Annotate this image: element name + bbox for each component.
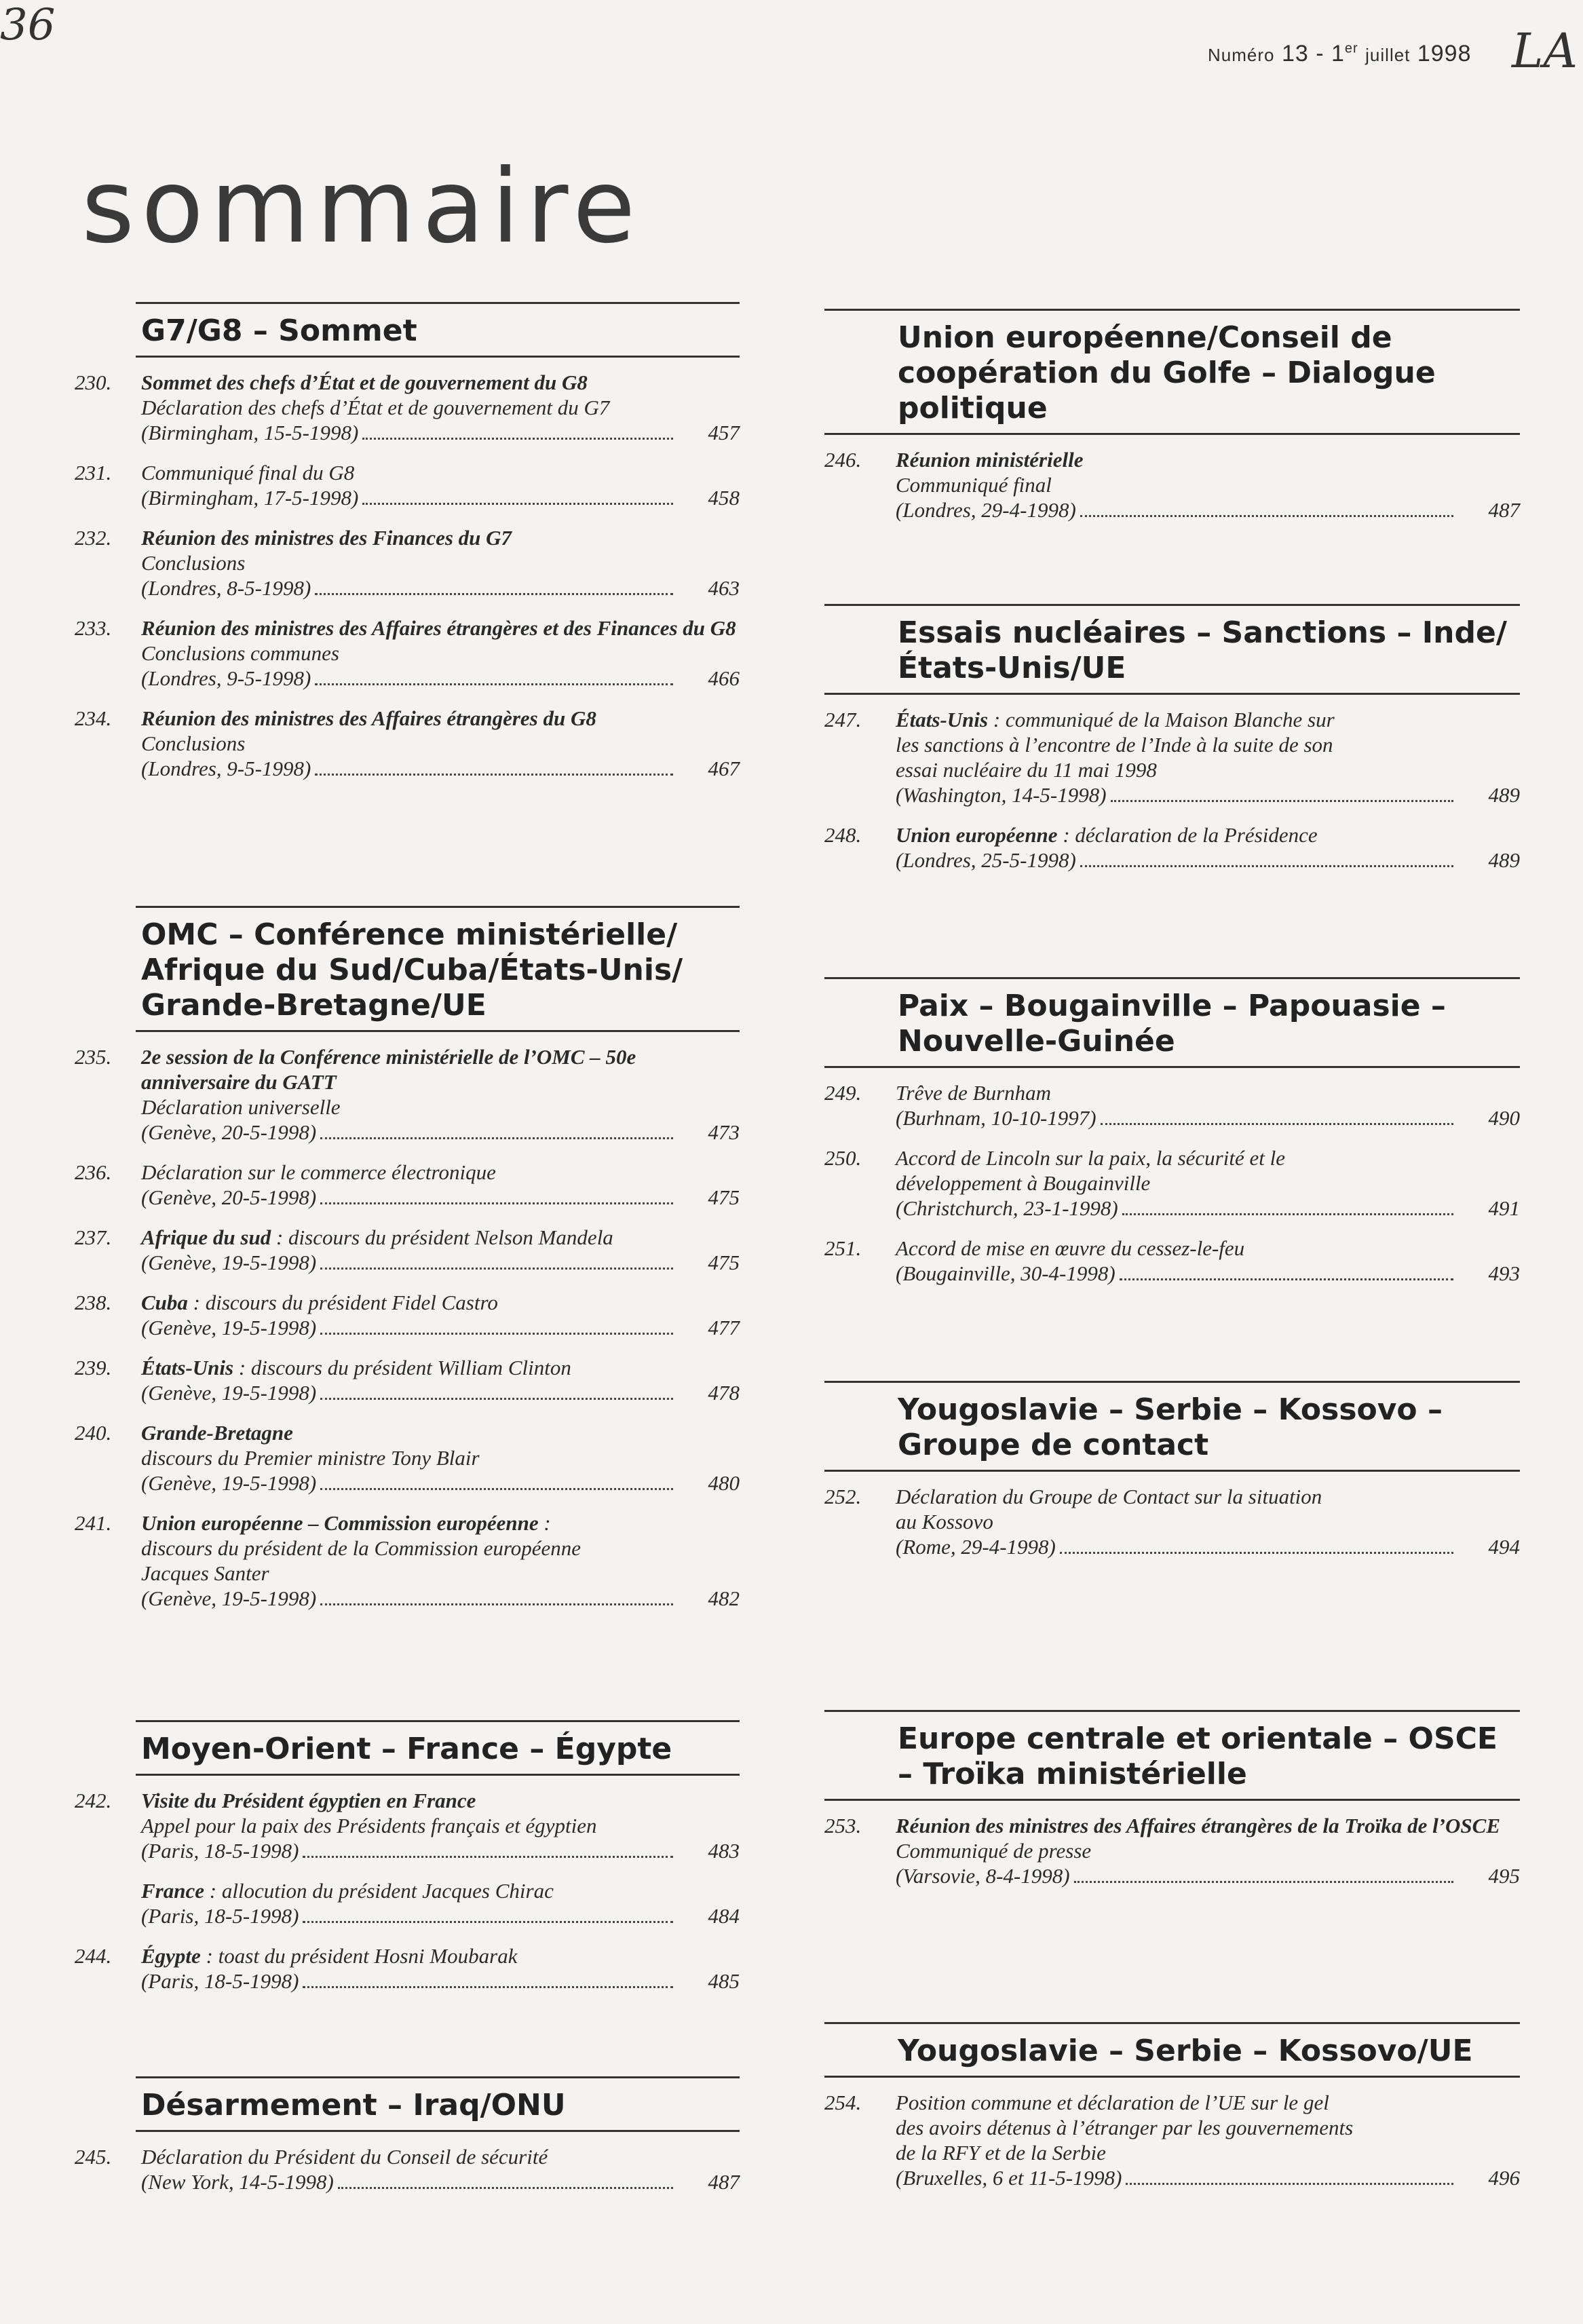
- entry-line: [896, 1509, 1520, 1534]
- entry-reference-line: [141, 1586, 740, 1611]
- dot-leader: [315, 774, 673, 776]
- entry-text: les sanctions à l’encontre de l’Inde à la suite de son: [896, 733, 1333, 757]
- entry-text: Déclaration universelle: [141, 1095, 341, 1119]
- entry-reference-line: [896, 1196, 1520, 1221]
- entry-body: [896, 2090, 1520, 2190]
- entry-body: [141, 1290, 740, 1340]
- entry-body: [896, 1813, 1520, 1888]
- entry-body: [141, 1355, 740, 1405]
- entry-reference: (Genève, 19-5-1998): [141, 1471, 317, 1495]
- entry-reference: (Londres, 9-5-1998): [141, 666, 311, 690]
- entry-number: 240.: [75, 1421, 112, 1445]
- entry-list: [824, 1484, 1520, 1559]
- entry-text: Conclusions: [141, 731, 246, 755]
- entry-text: essai nucléaire du 11 mai 1998: [896, 758, 1157, 782]
- dot-leader: [1126, 2183, 1453, 2185]
- dot-leader: [303, 1921, 673, 1923]
- entry-reference-line: [141, 756, 740, 781]
- entry-number: 248.: [824, 823, 862, 847]
- entry-text: : discours du président Nelson Mandela: [271, 1225, 613, 1249]
- entry-body: [141, 2144, 740, 2194]
- entry-line: [141, 1536, 740, 1561]
- entry-subheading: Réunion des ministres des Affaires étrangères du G8: [141, 706, 596, 730]
- entry-reference: (Londres, 9-5-1998): [141, 757, 311, 780]
- entry-line: [141, 1943, 740, 1968]
- toc-entry[interactable]: [27, 370, 740, 445]
- entry-text: Déclaration des chefs d’État et de gouvernement du G7: [141, 396, 610, 419]
- entry-page: 489: [1488, 848, 1520, 872]
- entry-reference: (Bougainville, 30-4-1998): [896, 1261, 1115, 1285]
- entry-line: [141, 1225, 740, 1250]
- entry-line: [896, 2090, 1520, 2115]
- page-title: sommaire: [81, 148, 643, 266]
- toc-section: [824, 1381, 1520, 1574]
- entry-reference: (Washington, 14-5-1998): [896, 783, 1107, 807]
- entry-number: 245.: [75, 2145, 112, 2169]
- entry-text: Déclaration du Président du Conseil de sécurité: [141, 2145, 548, 2169]
- entry-page: 458: [708, 486, 740, 510]
- entry-reference: (Genève, 20-5-1998): [141, 1120, 317, 1144]
- entry-reference: (Birmingham, 17-5-1998): [141, 486, 359, 510]
- entry-reference-line: [141, 2169, 740, 2194]
- entry-text: Conclusions communes: [141, 641, 339, 665]
- toc-entry[interactable]: [824, 822, 1520, 873]
- entry-number: 252.: [824, 1485, 862, 1508]
- entry-keyword: États-Unis: [141, 1356, 234, 1379]
- entry-page: 477: [708, 1316, 740, 1339]
- entry-number: 249.: [824, 1081, 862, 1105]
- entry-number: 231.: [75, 461, 112, 484]
- section-heading: Désarmement – Iraq/ONU: [136, 2076, 740, 2132]
- numero-label: Numéro: [1208, 45, 1275, 65]
- toc-entry[interactable]: [27, 1225, 740, 1275]
- entry-body: [141, 1044, 740, 1145]
- entry-reference-line: [896, 782, 1520, 807]
- entry-line: [141, 1355, 740, 1380]
- entry-body: [896, 707, 1520, 807]
- entry-page: 473: [708, 1120, 740, 1144]
- entry-reference: (Genève, 19-5-1998): [141, 1586, 317, 1610]
- entry-list: [27, 1788, 740, 1994]
- entry-subheading: Sommet des chefs d’État et de gouvernement du G8: [141, 370, 588, 394]
- entry-reference-line: [141, 1250, 740, 1275]
- entry-keyword: France: [141, 1879, 204, 1903]
- entry-line: [896, 707, 1520, 732]
- entry-body: [141, 1788, 740, 1863]
- entry-list: [824, 707, 1520, 873]
- toc-entry[interactable]: [824, 707, 1520, 807]
- entry-body: [141, 1510, 740, 1611]
- toc-entry[interactable]: [824, 447, 1520, 522]
- entry-line: [141, 2144, 740, 2169]
- entry-subheading: Réunion des ministres des Affaires étrangères et des Finances du G8: [141, 616, 736, 640]
- section-heading: Union européenne/Conseil de coopération du Golfe – Dialogue politique: [824, 309, 1520, 435]
- entry-keyword: Grande-Bretagne: [141, 1421, 293, 1445]
- entry-line: [896, 822, 1520, 847]
- entry-number: 241.: [75, 1511, 112, 1535]
- entry-line: [896, 447, 1520, 472]
- entry-reference-line: [141, 1120, 740, 1145]
- toc-entry[interactable]: [824, 1145, 1520, 1221]
- dot-leader: [320, 1268, 673, 1270]
- section-heading: OMC – Conférence ministérielle/ Afrique du Sud/Cuba/États-Unis/ Grande-Bretagne/UE: [136, 906, 740, 1032]
- entry-number: 230.: [75, 370, 112, 394]
- entry-page: 490: [1488, 1106, 1520, 1130]
- entry-line: [896, 1145, 1520, 1170]
- entry-line: [141, 395, 740, 420]
- entry-body: [896, 1484, 1520, 1559]
- dot-leader: [315, 683, 673, 685]
- entry-reference-line: [141, 1185, 740, 1210]
- dot-leader: [1120, 1278, 1453, 1280]
- section-heading: Europe centrale et orientale – OSCE – Troïka ministérielle: [824, 1710, 1520, 1801]
- toc-entry[interactable]: [27, 1290, 740, 1340]
- entry-page: 483: [708, 1839, 740, 1863]
- entry-body: [896, 1145, 1520, 1221]
- toc-entry[interactable]: [27, 525, 740, 601]
- entry-body: [141, 706, 740, 781]
- entry-page: 493: [1488, 1261, 1520, 1285]
- entry-reference: (Paris, 18-5-1998): [141, 1969, 299, 1993]
- entry-reference: (Genève, 19-5-1998): [141, 1381, 317, 1405]
- entry-text: Communiqué final: [896, 473, 1052, 497]
- entry-line: [141, 1510, 740, 1536]
- entry-line: [141, 1094, 740, 1120]
- toc-entry[interactable]: [27, 615, 740, 691]
- entry-text: : discours du président Fidel Castro: [187, 1291, 498, 1314]
- entry-number: 244.: [75, 1944, 112, 1968]
- entry-line: [141, 731, 740, 756]
- entry-page: 495: [1488, 1864, 1520, 1888]
- toc-entry[interactable]: [27, 1160, 740, 1210]
- dot-leader: [1122, 1213, 1453, 1215]
- entry-text: : toast du président Hosni Moubarak: [200, 1944, 518, 1968]
- entry-reference-line: [141, 485, 740, 510]
- entry-text: Déclaration sur le commerce électronique: [141, 1160, 496, 1184]
- dot-leader: [362, 503, 673, 505]
- entry-reference-line: [141, 1470, 740, 1496]
- entry-reference: (Bruxelles, 6 et 11-5-1998): [896, 2166, 1122, 2190]
- entry-number: 233.: [75, 616, 112, 640]
- dot-leader: [320, 1333, 673, 1335]
- issue-header: Numéro 13 - 1er juillet 1998: [1208, 41, 1472, 66]
- toc-entry[interactable]: [824, 1080, 1520, 1130]
- entry-keyword: États-Unis: [896, 708, 989, 731]
- entry-line: [141, 1813, 740, 1838]
- year: 1998: [1417, 41, 1472, 66]
- entry-body: [141, 460, 740, 510]
- entry-line: [141, 641, 740, 666]
- entry-subheading: Réunion des ministres des Finances du G7: [141, 526, 512, 550]
- toc-entry[interactable]: [27, 1878, 740, 1928]
- toc-section: [824, 309, 1520, 537]
- entry-body: [141, 1878, 740, 1928]
- entry-number: 253.: [824, 1814, 862, 1837]
- entry-keyword: Réunion ministérielle: [896, 448, 1084, 472]
- entry-reference-line: [896, 1105, 1520, 1130]
- entry-number: 251.: [824, 1236, 862, 1260]
- toc-entry[interactable]: [27, 1788, 740, 1863]
- entry-line: [896, 472, 1520, 497]
- entry-body: [896, 447, 1520, 522]
- entry-reference-line: [896, 2165, 1520, 2190]
- entry-number: 242.: [75, 1789, 112, 1812]
- entry-list: [824, 1080, 1520, 1286]
- entry-reference-line: [141, 1903, 740, 1928]
- entry-body: [141, 615, 740, 691]
- dot-leader: [1080, 515, 1453, 517]
- entry-page: 484: [708, 1904, 740, 1928]
- handwritten-mark: LA: [1512, 23, 1578, 79]
- entry-text: Accord de Lincoln sur la paix, la sécurité et le: [896, 1146, 1285, 1170]
- entry-body: [141, 1160, 740, 1210]
- entry-number: 237.: [75, 1225, 112, 1249]
- entry-page: 478: [708, 1381, 740, 1405]
- dot-leader: [320, 1488, 673, 1490]
- entry-page: 489: [1488, 783, 1520, 807]
- entry-text: : allocution du président Jacques Chirac: [204, 1879, 554, 1903]
- toc-section: [824, 1710, 1520, 1903]
- entry-reference: (Paris, 18-5-1998): [141, 1904, 299, 1928]
- toc-section: [824, 604, 1520, 888]
- dot-leader: [320, 1603, 673, 1605]
- entry-reference: (Birmingham, 15-5-1998): [141, 421, 359, 444]
- entry-reference: (Londres, 8-5-1998): [141, 576, 311, 600]
- entry-page: 487: [708, 2170, 740, 2194]
- toc-entry[interactable]: [824, 1236, 1520, 1286]
- toc-section: [27, 1720, 740, 2008]
- entry-body: [141, 525, 740, 601]
- entry-number: 234.: [75, 706, 112, 730]
- entry-reference: (Londres, 29-4-1998): [896, 498, 1076, 522]
- entry-line: [896, 1484, 1520, 1509]
- entry-page: 482: [708, 1586, 740, 1610]
- entry-line: [141, 1290, 740, 1315]
- entry-reference-line: [896, 497, 1520, 522]
- entry-line: [141, 1561, 740, 1586]
- date-day: 1: [1331, 41, 1345, 66]
- entry-body: [896, 1236, 1520, 1286]
- entry-reference-line: [141, 1315, 740, 1340]
- entry-reference: (New York, 14-5-1998): [141, 2170, 334, 2194]
- entry-reference-line: [896, 847, 1520, 873]
- toc-entry[interactable]: [27, 1510, 740, 1611]
- entry-reference: (Varsovie, 8-4-1998): [896, 1864, 1070, 1888]
- dot-leader: [1080, 865, 1453, 867]
- toc-entry[interactable]: [27, 2144, 740, 2194]
- entry-text: : communiqué de la Maison Blanche sur: [988, 708, 1335, 731]
- entry-page: 457: [708, 421, 740, 444]
- entry-keyword: Afrique du sud: [141, 1225, 271, 1249]
- issue-number: 13: [1281, 41, 1309, 66]
- entry-line: [896, 2140, 1520, 2165]
- entry-reference-line: [141, 1838, 740, 1863]
- entry-text: : discours du président William Clinton: [233, 1356, 571, 1379]
- entry-reference-line: [896, 1534, 1520, 1559]
- entry-body: [141, 1943, 740, 1994]
- toc-entry[interactable]: [27, 1355, 740, 1405]
- toc-section: [824, 2022, 1520, 2205]
- dot-leader: [1111, 800, 1453, 802]
- entry-text: Déclaration du Groupe de Contact sur la situation: [896, 1485, 1322, 1508]
- entry-text: Jacques Santer: [141, 1561, 269, 1585]
- entry-page: 466: [708, 666, 740, 690]
- entry-text: Communiqué final du G8: [141, 461, 355, 484]
- handwritten-page-number: 36: [0, 0, 56, 50]
- entry-page: 485: [708, 1969, 740, 1993]
- entry-reference-line: [141, 420, 740, 445]
- entry-reference: (Rome, 29-4-1998): [896, 1535, 1056, 1559]
- entry-reference-line: [141, 666, 740, 691]
- entry-list: [824, 1813, 1520, 1888]
- entry-list: [824, 2090, 1520, 2190]
- entry-text: Accord de mise en œuvre du cessez-le-feu: [896, 1236, 1245, 1260]
- date-sup: er: [1344, 41, 1358, 56]
- entry-number: 246.: [824, 448, 862, 472]
- toc-section: [824, 977, 1520, 1301]
- dot-leader: [1074, 1881, 1453, 1883]
- entry-reference-line: [141, 575, 740, 601]
- toc-entry[interactable]: [824, 2090, 1520, 2190]
- entry-reference-line: [896, 1863, 1520, 1888]
- entry-body: [896, 1080, 1520, 1130]
- entry-text: au Kossovo: [896, 1510, 993, 1534]
- entry-number: 236.: [75, 1160, 112, 1184]
- toc-entry[interactable]: [27, 1044, 740, 1145]
- entry-list: [27, 1044, 740, 1611]
- entry-text: Position commune et déclaration de l’UE sur le gel: [896, 2091, 1329, 2114]
- entry-page: 491: [1488, 1196, 1520, 1220]
- entry-subheading: Visite du Président égyptien en France: [141, 1789, 476, 1812]
- entry-page: 494: [1488, 1535, 1520, 1559]
- entry-body: [141, 1420, 740, 1496]
- entry-line: [896, 757, 1520, 782]
- dot-leader: [303, 1986, 673, 1988]
- dot-leader: [303, 1856, 673, 1858]
- entry-number: 235.: [75, 1045, 112, 1069]
- entry-body: [896, 822, 1520, 873]
- section-heading: Moyen-Orient – France – Égypte: [136, 1720, 740, 1776]
- dot-leader: [338, 2187, 673, 2189]
- dot-leader: [320, 1398, 673, 1400]
- entry-text: des avoirs détenus à l’étranger par les gouvernements: [896, 2116, 1354, 2139]
- toc-entry[interactable]: [824, 1813, 1520, 1888]
- entry-line: [141, 460, 740, 485]
- dot-leader: [1101, 1123, 1453, 1125]
- entry-keyword: Union européenne – Commission européenne: [141, 1511, 539, 1535]
- entry-line: [141, 550, 740, 575]
- entry-page: 463: [708, 576, 740, 600]
- entry-page: 475: [708, 1185, 740, 1209]
- entry-page: 475: [708, 1251, 740, 1274]
- entry-reference: (Genève, 19-5-1998): [141, 1316, 317, 1339]
- section-heading: G7/G8 – Sommet: [136, 302, 740, 358]
- entry-reference-line: [141, 1380, 740, 1405]
- entry-line: [141, 1445, 740, 1470]
- entry-reference-line: [141, 1968, 740, 1994]
- entry-line: [141, 1160, 740, 1185]
- entry-page: 487: [1488, 498, 1520, 522]
- entry-subheading: Réunion des ministres des Affaires étrangères de la Troïka de l’OSCE: [896, 1814, 1501, 1837]
- entry-number: 238.: [75, 1291, 112, 1314]
- section-heading: Paix – Bougainville – Papouasie – Nouvelle-Guinée: [824, 977, 1520, 1068]
- toc-entry[interactable]: [27, 1420, 740, 1496]
- toc-section: [27, 2076, 740, 2209]
- entry-keyword: Cuba: [141, 1291, 188, 1314]
- dot-leader: [320, 1137, 673, 1139]
- entry-body: [141, 1225, 740, 1275]
- section-heading: Yougoslavie – Serbie – Kossovo – Groupe de contact: [824, 1381, 1520, 1472]
- entry-number: 254.: [824, 2091, 862, 2114]
- entry-text: de la RFY et de la Serbie: [896, 2141, 1106, 2165]
- entry-number: 247.: [824, 708, 862, 731]
- entry-text: discours du président de la Commission européenne: [141, 1536, 581, 1560]
- entry-reference: (Genève, 20-5-1998): [141, 1185, 317, 1209]
- entry-keyword: Union européenne: [896, 823, 1058, 847]
- dot-leader: [315, 593, 673, 595]
- entry-page: 467: [708, 757, 740, 780]
- entry-text: Trêve de Burnham: [896, 1081, 1052, 1105]
- entry-text: :: [538, 1511, 551, 1535]
- entry-reference: (Londres, 25-5-1998): [896, 848, 1076, 872]
- toc-entry[interactable]: [27, 460, 740, 510]
- entry-line: [896, 2115, 1520, 2140]
- entry-page: 496: [1488, 2166, 1520, 2190]
- entry-text: Conclusions: [141, 551, 246, 575]
- entry-line: [896, 732, 1520, 757]
- entry-keyword: Égypte: [141, 1944, 201, 1968]
- entry-number: 232.: [75, 526, 112, 550]
- entry-reference-line: [896, 1261, 1520, 1286]
- date-month: juillet: [1365, 45, 1411, 65]
- entry-line: [896, 1170, 1520, 1196]
- section-heading: Essais nucléaires – Sanctions – Inde/États-Unis/UE: [824, 604, 1520, 695]
- entry-reference: (Christchurch, 23-1-1998): [896, 1196, 1118, 1220]
- entry-list: [824, 447, 1520, 522]
- entry-line: [896, 1236, 1520, 1261]
- toc-section: [27, 302, 740, 796]
- entry-line: [896, 1080, 1520, 1105]
- toc-entry[interactable]: [27, 706, 740, 781]
- entry-line: [141, 1420, 740, 1445]
- entry-list: [27, 2144, 740, 2194]
- toc-entry[interactable]: [27, 1943, 740, 1994]
- entry-text: Appel pour la paix des Présidents français et égyptien: [141, 1814, 597, 1837]
- dot-leader: [362, 438, 673, 440]
- entry-body: [141, 370, 740, 445]
- entry-subheading: 2e session de la Conférence ministérielle de l’OMC – 50e anniversaire du GATT: [141, 1045, 636, 1094]
- dot-leader: [1060, 1552, 1453, 1554]
- entry-reference: (Genève, 19-5-1998): [141, 1251, 317, 1274]
- toc-section: [27, 906, 740, 1626]
- entry-text: développement à Bougainville: [896, 1171, 1151, 1195]
- entry-number: 239.: [75, 1356, 112, 1379]
- entry-number: 250.: [824, 1146, 862, 1170]
- entry-text: : déclaration de la Présidence: [1057, 823, 1318, 847]
- entry-reference: (Paris, 18-5-1998): [141, 1839, 299, 1863]
- entry-page: 480: [708, 1471, 740, 1495]
- section-heading: Yougoslavie – Serbie – Kossovo/UE: [824, 2022, 1520, 2078]
- entry-list: [27, 370, 740, 781]
- entry-reference: (Burhnam, 10-10-1997): [896, 1106, 1096, 1130]
- entry-text: discours du Premier ministre Tony Blair: [141, 1446, 480, 1470]
- entry-line: [141, 1878, 740, 1903]
- entry-text: Communiqué de presse: [896, 1839, 1092, 1863]
- dot-leader: [320, 1202, 673, 1204]
- toc-entry[interactable]: [824, 1484, 1520, 1559]
- entry-line: [896, 1838, 1520, 1863]
